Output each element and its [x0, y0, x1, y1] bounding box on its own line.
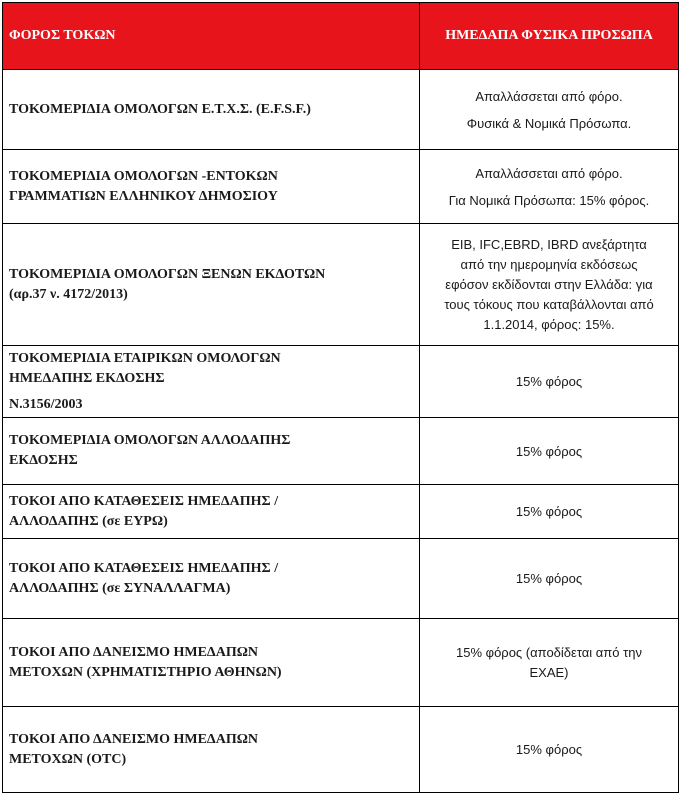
row-label-line: ΤΟΚΟΜΕΡΙΔΙΑ ΟΜΟΛΟΓΩΝ -ΕΝΤΟΚΩΝ [9, 168, 278, 184]
row-label-line: ΜΕΤΟΧΩΝ (ΧΡΗΜΑΤΙΣΤΗΡΙΟ ΑΘΗΝΩΝ) [9, 664, 282, 680]
row-value-line: εφόσον εκδίδονται στην Ελλάδα: για [445, 276, 653, 292]
row-value-line: τους τόκους που καταβάλλονται από [444, 296, 654, 312]
row-label-line: ΤΟΚΟΙ ΑΠΟ ΚΑΤΑΘΕΣΕΙΣ ΗΜΕΔΑΠΗΣ / [9, 493, 279, 509]
row-value-line: Απαλλάσσεται από φόρο. [475, 88, 623, 104]
row-label-line: N.3156/2003 [9, 396, 83, 412]
row-label-line: (αρ.37 ν. 4172/2013) [9, 286, 128, 302]
header-domestic-individuals: ΗΜΕΔΑΠΑ ΦΥΣΙΚΑ ΠΡΟΣΩΠΑ [420, 3, 679, 70]
row-value [420, 150, 679, 224]
table-row [3, 539, 679, 619]
row-label [3, 485, 420, 539]
row-value-line: EIB, IFC,EBRD, IBRD ανεξάρτητα [451, 236, 647, 252]
row-value [420, 707, 679, 793]
row-value-line: 15% φόρος [515, 504, 583, 519]
row-label-line: ΤΟΚΟΜΕΡΙΔΙΑ ΟΜΟΛΟΓΩΝ ΑΛΛΟΔΑΠΗΣ [9, 433, 291, 448]
row-label-line: ΤΟΚΟΙ ΑΠΟ ΔΑΝΕΙΣΜΟ ΗΜΕΔΑΠΩΝ [9, 731, 259, 747]
header-interest-tax: ΦΟΡΟΣ ΤΟΚΩΝ [3, 3, 420, 70]
row-value [420, 346, 679, 418]
table-row [3, 70, 679, 150]
row-label-line: ΤΟΚΟΙ ΑΠΟ ΚΑΤΑΘΕΣΕΙΣ ΗΜΕΔΑΠΗΣ / [9, 560, 279, 576]
row-label-line: ΗΜΕΔΑΠΗΣ ΕΚΔΟΣΗΣ [9, 370, 165, 386]
row-value-line: από την ημερομηνία εκδόσεως [460, 256, 638, 272]
row-value-line: Φυσικά & Νομικά Πρόσωπα. [466, 115, 632, 131]
row-label-line: ΓΡΑΜΜΑΤΙΩΝ ΕΛΛΗΝΙΚΟΥ ΔΗΜΟΣΙΟΥ [9, 188, 278, 204]
table-row [3, 224, 679, 346]
row-value [420, 619, 679, 707]
row-label-line: ΤΟΚΟΜΕΡΙΔΙΑ ΕΤΑΙΡΙΚΩΝ ΟΜΟΛΟΓΩΝ [9, 350, 281, 366]
table-header-row [3, 3, 679, 70]
row-value-line: 15% φόρος [515, 374, 583, 389]
row-value-line: ΕΧΑΕ) [529, 664, 569, 680]
row-value-line: Απαλλάσσεται από φόρο. [475, 165, 623, 181]
row-value-line: 15% φόρος [515, 742, 583, 757]
row-value [420, 539, 679, 619]
row-value [420, 70, 679, 150]
table-row [3, 485, 679, 539]
table-row [3, 418, 679, 485]
row-value [420, 485, 679, 539]
row-value-line: 15% φόρος (αποδίδεται από την [456, 644, 642, 660]
row-value-line: Για Νομικά Πρόσωπα: 15% φόρος. [448, 192, 650, 208]
row-label-line: ΑΛΛΟΔΑΠΗΣ (σε ΕΥΡΩ) [9, 513, 168, 529]
table-row [3, 707, 679, 793]
row-value-line: 1.1.2014, φόρος: 15%. [483, 316, 615, 332]
row-value [420, 224, 679, 346]
row-label [3, 707, 420, 793]
row-value-line: 15% φόρος [515, 443, 583, 459]
row-value [420, 418, 679, 485]
row-label [3, 150, 420, 224]
row-label-line: ΤΟΚΟΙ ΑΠΟ ΔΑΝΕΙΣΜΟ ΗΜΕΔΑΠΩΝ [9, 644, 259, 660]
row-label [3, 539, 420, 619]
row-label-line: ΤΟΚΟΜΕΡΙΔΙΑ ΟΜΟΛΟΓΩΝ ΞΕΝΩΝ ΕΚΔΟΤΩΝ [9, 266, 326, 282]
row-label-line: ΜΕΤΟΧΩΝ (OTC) [9, 751, 127, 767]
row-label-line: ΕΚΔΟΣΗΣ [9, 453, 78, 468]
row-value-line: 15% φόρος [515, 571, 583, 586]
row-label-line: ΑΛΛΟΔΑΠΗΣ (σε ΣΥΝΑΛΛΑΓΜΑ) [9, 580, 231, 596]
row-label-line: ΤΟΚΟΜΕΡΙΔΙΑ ΟΜΟΛΟΓΩΝ Ε.Τ.Χ.Σ. (E.F.S.F.) [9, 101, 311, 117]
row-label [3, 70, 420, 150]
row-label [3, 346, 420, 418]
row-label [3, 224, 420, 346]
table-row [3, 619, 679, 707]
row-label [3, 418, 420, 485]
row-label [3, 619, 420, 707]
table-row [3, 346, 679, 418]
interest-tax-table [2, 2, 679, 793]
table-row [3, 150, 679, 224]
